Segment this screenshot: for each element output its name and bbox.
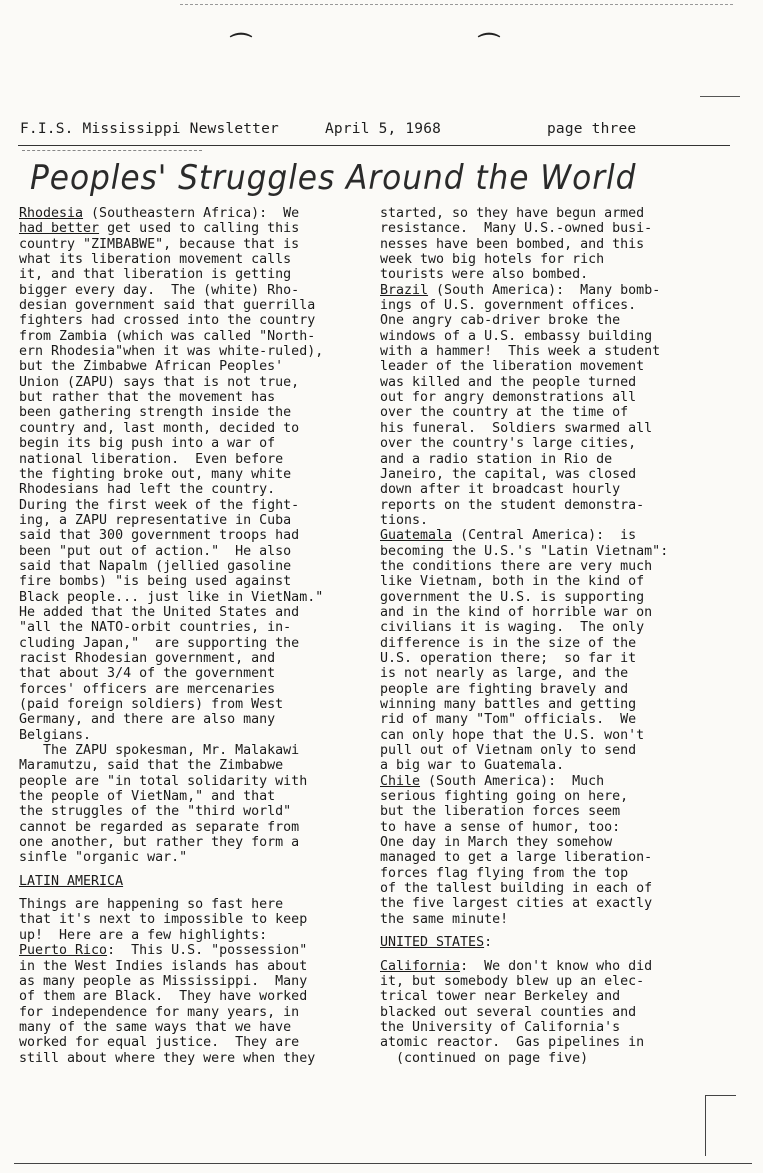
line-gap: [380, 927, 720, 935]
line-text: people are fighting bravely and: [380, 681, 629, 697]
text-line: [19, 928, 369, 943]
line-text: resistance. Many U.S.-owned busi-: [380, 221, 653, 237]
line-text: for independence for many years, in: [19, 1004, 300, 1020]
text-line: [19, 221, 369, 236]
line-text: the struggles of the "third world": [19, 804, 292, 820]
text-line: [380, 1005, 720, 1020]
line-text: the same minute!: [380, 911, 509, 927]
line-text: cluding Japan," are supporting the: [19, 635, 300, 651]
header-rule-dashed: [22, 150, 202, 151]
text-line: [380, 974, 720, 989]
text-line: [19, 620, 369, 635]
line-text: in the West Indies islands has about: [19, 958, 308, 974]
text-line: [380, 881, 720, 896]
text-line: [380, 935, 720, 950]
text-line: [19, 405, 369, 420]
section-heading: California: [380, 958, 461, 974]
line-text: down after it broadcast hourly: [380, 482, 621, 498]
text-line: [19, 375, 369, 390]
text-line: [380, 298, 720, 313]
text-line: [19, 298, 369, 313]
section-heading: UNITED STATES: [380, 935, 485, 951]
text-line: [380, 544, 720, 559]
text-line: [380, 636, 720, 651]
line-text: people are "in total solidarity with: [19, 773, 308, 789]
text-line: [19, 590, 369, 605]
line-text: He added that the United States and: [19, 604, 300, 620]
line-text: windows of a U.S. embassy building: [380, 328, 653, 344]
text-line: [380, 559, 720, 574]
line-text: Belgians.: [19, 727, 92, 743]
line-text: leader of the liberation movement: [380, 359, 645, 375]
text-line: [19, 605, 369, 620]
text-line: [19, 682, 369, 697]
line-text: out for angry demonstrations all: [380, 390, 637, 406]
text-line: [19, 728, 369, 743]
text-line: [19, 252, 369, 267]
text-line: [380, 1051, 720, 1066]
text-line: [19, 789, 369, 804]
line-text: country "ZIMBABWE", because that is: [19, 236, 300, 252]
text-line: [19, 283, 369, 298]
line-text: (South America): Many bomb-: [428, 282, 661, 298]
text-line: [380, 421, 720, 436]
text-line: [19, 943, 369, 958]
text-line: [380, 605, 720, 620]
line-text: Germany, and there are also many: [19, 712, 276, 728]
text-line: [19, 697, 369, 712]
line-text: up! Here are a few highlights:: [19, 927, 268, 943]
line-text: the people of VietNam," and that: [19, 789, 276, 805]
line-text: of the tallest building in each of: [380, 881, 653, 897]
text-line: [19, 989, 369, 1004]
line-text: still about where they were when they: [19, 1050, 316, 1066]
line-text: Janeiro, the capital, was closed: [380, 466, 637, 482]
line-text: that about 3/4 of the government: [19, 666, 276, 682]
text-line: [19, 528, 369, 543]
line-text: Black people... just like in VietNam.": [19, 589, 324, 605]
text-line: [19, 313, 369, 328]
text-line: [19, 666, 369, 681]
line-text: ings of U.S. government offices.: [380, 298, 637, 314]
line-text: One angry cab-driver broke the: [380, 313, 621, 329]
text-line: [380, 313, 720, 328]
line-text: was killed and the people turned: [380, 374, 637, 390]
text-line: [19, 712, 369, 727]
line-text: atomic reactor. Gas pipelines in: [380, 1035, 645, 1051]
line-text: week two big hotels for rich: [380, 252, 605, 268]
line-text: During the first week of the fight-: [19, 497, 300, 513]
text-line: [380, 959, 720, 974]
line-text: cannot be regarded as separate from: [19, 819, 300, 835]
text-line: [19, 390, 369, 405]
line-text: been gathering strength inside the: [19, 405, 292, 421]
line-text: : This U.S. "possession": [107, 943, 308, 959]
header-rule: [18, 145, 730, 146]
text-line: [19, 421, 369, 436]
text-line: [380, 206, 720, 221]
line-text: managed to get a large liberation-: [380, 850, 653, 866]
line-text: can only hope that the U.S. won't: [380, 727, 645, 743]
line-text: but the Zimbabwe African Peoples': [19, 359, 284, 375]
line-text: worked for equal justice. They are: [19, 1035, 300, 1051]
text-line: [380, 1035, 720, 1050]
text-line: [19, 344, 369, 359]
text-line: [380, 590, 720, 605]
text-line: [19, 498, 369, 513]
text-line: [380, 697, 720, 712]
line-text: desian government said that guerrilla: [19, 298, 316, 314]
corner-mark: [700, 96, 740, 97]
line-text: of them are Black. They have worked: [19, 989, 308, 1005]
line-text: one another, but rather they form a: [19, 835, 300, 851]
text-line: [380, 513, 720, 528]
line-text: the fighting broke out, many white: [19, 466, 292, 482]
section-heading: LATIN AMERICA: [19, 873, 124, 889]
text-line: [380, 1020, 720, 1035]
top-dashed-line: [180, 4, 733, 5]
text-line: [380, 850, 720, 865]
left-column: [19, 206, 369, 1066]
text-line: [380, 329, 720, 344]
line-text: becoming the U.S.'s "Latin Vietnam":: [380, 543, 669, 559]
line-text: that it's next to impossible to keep: [19, 912, 308, 928]
line-text: Things are happening so fast here: [19, 897, 284, 913]
right-column: [380, 206, 720, 1066]
line-text: from Zambia (which was called "North-: [19, 328, 316, 344]
line-text: country and, last month, decided to: [19, 420, 300, 436]
text-line: [380, 804, 720, 819]
line-text: to have a sense of humor, too:: [380, 819, 621, 835]
text-line: [19, 912, 369, 927]
text-line: [19, 850, 369, 865]
text-line: [19, 452, 369, 467]
text-line: [19, 897, 369, 912]
bottom-rule: [14, 1163, 752, 1164]
text-line: [380, 743, 720, 758]
page-title: Peoples' Struggles Around the World: [30, 158, 637, 198]
text-line: [380, 221, 720, 236]
text-line: [380, 375, 720, 390]
text-line: [19, 743, 369, 758]
text-line: [380, 574, 720, 589]
text-line: [19, 237, 369, 252]
text-line: [19, 544, 369, 559]
text-line: [380, 252, 720, 267]
line-text: bigger every day. The (white) Rho-: [19, 282, 300, 298]
text-line: [19, 329, 369, 344]
section-heading: Brazil: [380, 282, 429, 298]
line-text: Rhodesians had left the country.: [19, 482, 276, 498]
text-line: [380, 267, 720, 282]
line-text: serious fighting going on here,: [380, 789, 629, 805]
line-text: "all the NATO-orbit countries, in-: [19, 620, 292, 636]
text-line: [19, 974, 369, 989]
line-text: U.S. operation there; so far it: [380, 650, 637, 666]
text-line: [380, 666, 720, 681]
line-text: national liberation. Even before: [19, 451, 284, 467]
line-text: nesses have been bombed, and this: [380, 236, 645, 252]
punch-hole-mark-right: ⌒: [478, 33, 501, 58]
text-line: [380, 712, 720, 727]
line-text: winning many battles and getting: [380, 697, 637, 712]
line-text: said that Napalm (jellied gasoline: [19, 558, 292, 574]
text-line: [380, 405, 720, 420]
text-line: [19, 436, 369, 451]
line-text: it, and that liberation is getting: [19, 267, 292, 283]
line-text: (Central America): is: [452, 528, 637, 544]
section-heading: Chile: [380, 773, 421, 789]
text-line: [380, 390, 720, 405]
text-line: [19, 482, 369, 497]
text-line: [19, 467, 369, 482]
line-text: and in the kind of horrible war on: [380, 604, 653, 620]
line-text: (paid foreign soldiers) from West: [19, 697, 284, 712]
text-line: [380, 835, 720, 850]
text-line: [380, 498, 720, 513]
line-text: many of the same ways that we have: [19, 1019, 292, 1035]
line-text: the five largest cities at exactly: [380, 896, 653, 912]
line-text: (Southeastern Africa): We: [83, 206, 300, 221]
line-text: with a hammer! This week a student: [380, 344, 661, 360]
text-line: [380, 436, 720, 451]
line-text: said that 300 government troops had: [19, 528, 300, 544]
section-heading: Guatemala: [380, 528, 453, 544]
text-line: [19, 559, 369, 574]
text-line: [19, 206, 369, 221]
line-text: forces' officers are mercenaries: [19, 681, 276, 697]
text-line: [380, 896, 720, 911]
line-text: (continued on page five): [380, 1050, 589, 1066]
line-text: difference is in the size of the: [380, 635, 637, 651]
text-line: [19, 874, 369, 889]
text-line: [380, 989, 720, 1004]
text-line: [19, 651, 369, 666]
line-text: : We don't know who did: [460, 958, 653, 974]
text-line: [380, 682, 720, 697]
line-text: like Vietnam, both in the kind of: [380, 574, 645, 590]
text-line: [380, 912, 720, 927]
text-line: [19, 1005, 369, 1020]
text-line: [380, 820, 720, 835]
line-text: is not nearly as large, and the: [380, 666, 629, 682]
line-text: blacked out several counties and: [380, 1004, 637, 1020]
line-text: it, but somebody blew up an elec-: [380, 973, 645, 989]
text-line: [19, 820, 369, 835]
text-line: [380, 620, 720, 635]
line-text: Maramutzu, said that the Zimbabwe: [19, 758, 284, 774]
line-text: his funeral. Soldiers swarmed all: [380, 420, 653, 436]
issue-date: April 5, 1968: [325, 121, 442, 137]
text-line: [19, 513, 369, 528]
text-line: [380, 359, 720, 374]
line-text: but the liberation forces seem: [380, 804, 621, 820]
text-line: [19, 1051, 369, 1066]
text-line: [380, 774, 720, 789]
text-line: [380, 866, 720, 881]
line-text: ern Rhodesia"when it was white-ruled),: [19, 344, 324, 360]
line-gap: [19, 889, 369, 897]
line-gap: [19, 866, 369, 874]
text-line: [19, 774, 369, 789]
corner-bracket: [705, 1095, 736, 1156]
text-line: [380, 482, 720, 497]
text-line: [19, 835, 369, 850]
line-text: The ZAPU spokesman, Mr. Malakawi: [19, 743, 300, 759]
line-text: but rather that the movement has: [19, 390, 276, 406]
line-text: government the U.S. is supporting: [380, 589, 645, 605]
line-text: reports on the student demonstra-: [380, 497, 645, 513]
text-line: [380, 237, 720, 252]
text-line: [19, 1020, 369, 1035]
line-text: begin its big push into a war of: [19, 436, 276, 452]
line-text: and a radio station in Rio de: [380, 451, 613, 467]
line-gap: [380, 951, 720, 959]
punch-hole-mark-left: ⌒: [230, 33, 253, 58]
line-text: as many people as Mississippi. Many: [19, 973, 308, 989]
line-text: what its liberation movement calls: [19, 252, 292, 268]
line-text: (South America): Much: [420, 773, 605, 789]
line-text: get used to calling this: [99, 221, 300, 237]
line-text: ing, a ZAPU representative in Cuba: [19, 512, 292, 528]
text-line: [19, 267, 369, 282]
line-text: pull out of Vietnam only to send: [380, 743, 637, 759]
line-text: the conditions there are very much: [380, 558, 653, 574]
line-text: the University of California's: [380, 1019, 621, 1035]
line-text: a big war to Guatemala.: [380, 758, 565, 774]
line-text: been "put out of action." He also: [19, 543, 292, 559]
text-line: [380, 344, 720, 359]
text-line: [19, 804, 369, 819]
line-text: started, so they have begun armed: [380, 206, 645, 221]
line-text: :: [484, 935, 493, 951]
section-heading: had better: [19, 221, 100, 237]
line-text: fire bombs) "is being used against: [19, 574, 292, 590]
text-line: [380, 467, 720, 482]
line-text: rid of many "Tom" officials. We: [380, 712, 637, 728]
text-line: [380, 651, 720, 666]
text-line: [19, 1035, 369, 1050]
line-text: sinfle "organic war.": [19, 850, 188, 866]
text-line: [380, 728, 720, 743]
line-text: civilians it is waging. The only: [380, 620, 645, 636]
page-number: page three: [547, 121, 637, 137]
section-heading: Puerto Rico: [19, 943, 108, 959]
line-text: forces flag flying from the top: [380, 865, 629, 881]
section-heading: Rhodesia: [19, 206, 84, 221]
line-text: over the country at the time of: [380, 405, 629, 421]
line-text: Union (ZAPU) says that is not true,: [19, 374, 300, 390]
line-text: tourists were also bombed.: [380, 267, 589, 283]
text-line: [19, 758, 369, 773]
newsletter-name: F.I.S. Mississippi Newsletter: [20, 121, 279, 137]
text-line: [380, 528, 720, 543]
text-line: [380, 452, 720, 467]
text-line: [380, 283, 720, 298]
line-text: racist Rhodesian government, and: [19, 650, 276, 666]
text-line: [19, 574, 369, 589]
line-text: fighters had crossed into the country: [19, 313, 316, 329]
text-line: [19, 636, 369, 651]
text-line: [380, 789, 720, 804]
text-line: [380, 758, 720, 773]
line-text: One day in March they somehow: [380, 835, 613, 851]
line-text: tions.: [380, 512, 429, 528]
text-line: [19, 959, 369, 974]
line-text: over the country's large cities,: [380, 436, 637, 452]
line-text: trical tower near Berkeley and: [380, 989, 621, 1005]
text-line: [19, 359, 369, 374]
